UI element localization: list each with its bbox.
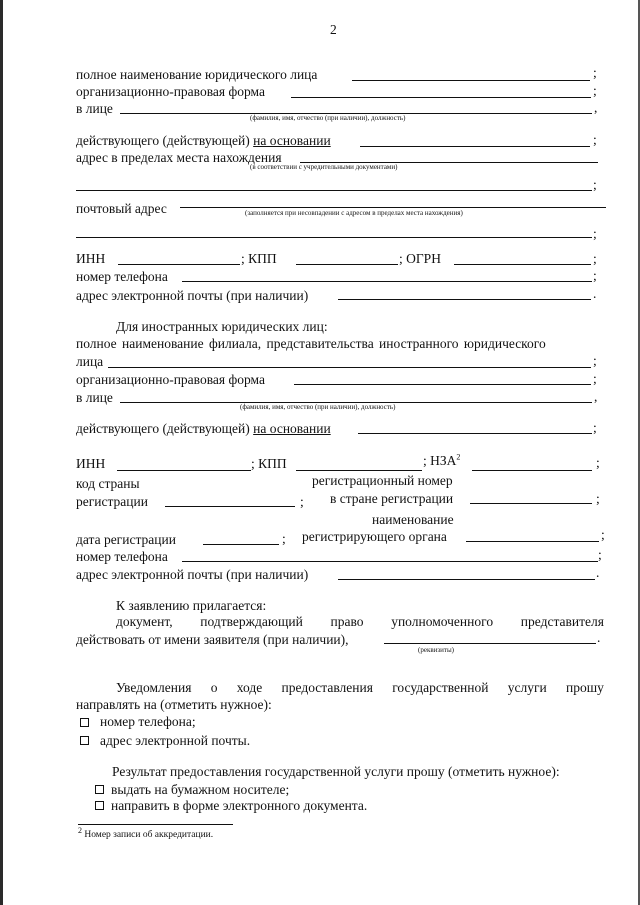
field-country-code[interactable]	[165, 506, 295, 507]
word: предоставления	[281, 680, 373, 695]
hint-details: (реквизиты)	[418, 646, 454, 654]
punct: ;	[598, 547, 602, 562]
field-reg-number[interactable]	[470, 503, 592, 504]
checkbox-notify-phone[interactable]	[80, 718, 89, 727]
punct: ;	[300, 494, 304, 509]
label-org-form: организационно-правовая форма	[76, 84, 265, 99]
field-nza[interactable]	[472, 470, 592, 471]
word: государственной	[392, 680, 489, 695]
punct: ;	[593, 177, 597, 192]
footnote-ref: 2	[456, 452, 461, 462]
page-number: 2	[330, 22, 337, 37]
field-postal-address[interactable]	[180, 207, 606, 208]
word: прошу	[566, 680, 604, 695]
label-address: адрес в пределах места нахождения	[76, 150, 282, 165]
label-acting-text: действующего (действующей)	[76, 133, 250, 148]
label-branch-name-cont: лица	[76, 354, 104, 369]
label-reg-date: дата регистрации	[76, 532, 176, 547]
notifications-line1	[116, 680, 604, 696]
hint-fio: (фамилия, имя, отчество (при наличии), должность)	[250, 114, 406, 122]
label-notify-phone: номер телефона;	[100, 714, 196, 729]
punct: ;	[593, 251, 597, 266]
attachments-line2: действовать от имени заявителя (при наличии),	[76, 632, 349, 647]
label-phone-foreign: номер телефона	[76, 549, 168, 564]
word: уполномоченного	[391, 614, 494, 629]
checkbox-result-electronic[interactable]	[95, 801, 104, 810]
word: представителя	[520, 614, 604, 629]
punct: ;	[593, 83, 597, 98]
word: подтверждающий	[200, 614, 303, 629]
label-inn-foreign: ИНН	[76, 456, 106, 471]
punct: ;	[601, 527, 605, 542]
field-inn-foreign[interactable]	[117, 470, 251, 471]
label-ogrn: ; ОГРН	[399, 251, 441, 266]
heading-attachments: К заявлению прилагается:	[116, 598, 267, 613]
punct: ,	[594, 389, 598, 404]
punct: ;	[596, 455, 600, 470]
field-attachment-details[interactable]	[384, 643, 596, 644]
punct: ;	[593, 420, 597, 435]
field-phone-foreign[interactable]	[182, 561, 598, 562]
punct: ;	[593, 226, 597, 241]
label-acting-foreign	[76, 421, 331, 437]
field-basis[interactable]	[360, 146, 590, 147]
label-acting	[76, 133, 331, 149]
punct: ;	[593, 132, 597, 147]
attachments-line1	[116, 614, 604, 630]
punct: ,	[594, 100, 598, 115]
notifications-line2: направлять на (отметить нужное):	[76, 697, 272, 712]
label-reg-authority-1: наименование	[372, 512, 454, 527]
field-email[interactable]	[338, 299, 591, 300]
label-reg-number-2: в стране регистрации	[330, 491, 454, 506]
label-phone: номер телефона	[76, 269, 168, 284]
field-basis-foreign[interactable]	[358, 433, 592, 434]
label-inn: ИНН	[76, 251, 106, 266]
checkbox-result-paper[interactable]	[95, 785, 104, 794]
footnote	[78, 825, 214, 841]
label-nza	[423, 453, 460, 469]
label-kpp: ; КПП	[241, 251, 277, 266]
label-on-basis: на основании	[253, 133, 331, 148]
field-ogrn[interactable]	[454, 264, 591, 265]
field-org-form[interactable]	[291, 97, 591, 98]
label-represented-by-foreign: в лице	[76, 390, 113, 405]
hint-postal: (заполняется при несовпадении с адресом в пределах места нахождения)	[245, 209, 463, 217]
label-kpp-foreign: ; КПП	[251, 456, 287, 471]
label-branch-name: полное наименование филиала, представительства иностранного юридического	[76, 336, 546, 351]
field-reg-date[interactable]	[203, 544, 279, 545]
hint-founding-docs: (в соответствии с учредительными документами)	[250, 163, 398, 171]
punct: ;	[593, 268, 597, 283]
field-phone[interactable]	[182, 281, 592, 282]
word: Уведомления	[116, 680, 192, 695]
word: ходе	[236, 680, 263, 695]
label-result-paper: выдать на бумажном носителе;	[111, 782, 290, 797]
label-email-foreign: адрес электронной почты (при наличии)	[76, 567, 309, 582]
word: услуги	[507, 680, 547, 695]
field-inn[interactable]	[118, 264, 240, 265]
label-reg-number-1: регистрационный номер	[312, 473, 453, 488]
punct: ;	[593, 371, 597, 386]
heading-result: Результат предоставления государственной услуги прошу (отметить нужное):	[112, 764, 560, 779]
field-org-form-foreign[interactable]	[294, 384, 591, 385]
punct: ;	[593, 65, 597, 80]
field-kpp-foreign[interactable]	[296, 470, 422, 471]
label-represented-by: в лице	[76, 101, 113, 116]
label-acting-foreign-text: действующего (действующей)	[76, 421, 250, 436]
label-notify-email: адрес электронной почты.	[100, 733, 251, 748]
field-full-name[interactable]	[352, 80, 590, 81]
hint-fio-foreign: (фамилия, имя, отчество (при наличии), должность)	[240, 403, 396, 411]
word: право	[330, 614, 364, 629]
word: о	[210, 680, 218, 695]
label-country-code-1: код страны	[76, 476, 140, 491]
field-email-foreign[interactable]	[338, 579, 595, 580]
footnote-mark: 2	[78, 825, 82, 835]
punct: .	[597, 630, 601, 645]
label-nza-text: ; НЗА	[423, 453, 457, 468]
field-postal-address-cont[interactable]	[76, 237, 592, 238]
punct: ;	[282, 531, 286, 546]
field-address-cont[interactable]	[76, 190, 592, 191]
footnote-separator	[78, 824, 233, 825]
punct: ;	[593, 353, 597, 368]
footnote-text: Номер записи об аккредитации.	[84, 830, 214, 840]
word: документ,	[116, 614, 173, 629]
heading-foreign: Для иностранных юридических лиц:	[116, 319, 328, 334]
scan-border-left	[0, 0, 3, 905]
label-reg-authority-2: регистрирующего органа	[302, 529, 447, 544]
punct: ;	[596, 491, 600, 506]
punct: .	[593, 286, 597, 301]
label-org-form-foreign: организационно-правовая форма	[76, 372, 265, 387]
checkbox-notify-email[interactable]	[80, 736, 89, 745]
field-kpp[interactable]	[296, 264, 398, 265]
label-full-name: полное наименование юридического лица	[76, 67, 318, 82]
field-reg-authority[interactable]	[466, 541, 599, 542]
label-country-code-2: регистрации	[76, 494, 148, 509]
label-on-basis-foreign: на основании	[253, 421, 331, 436]
label-result-electronic: направить в форме электронного документа.	[111, 798, 368, 813]
field-branch-name[interactable]	[108, 367, 591, 368]
label-postal-address: почтовый адрес	[76, 201, 167, 216]
punct: .	[596, 565, 600, 580]
label-email: адрес электронной почты (при наличии)	[76, 288, 309, 303]
